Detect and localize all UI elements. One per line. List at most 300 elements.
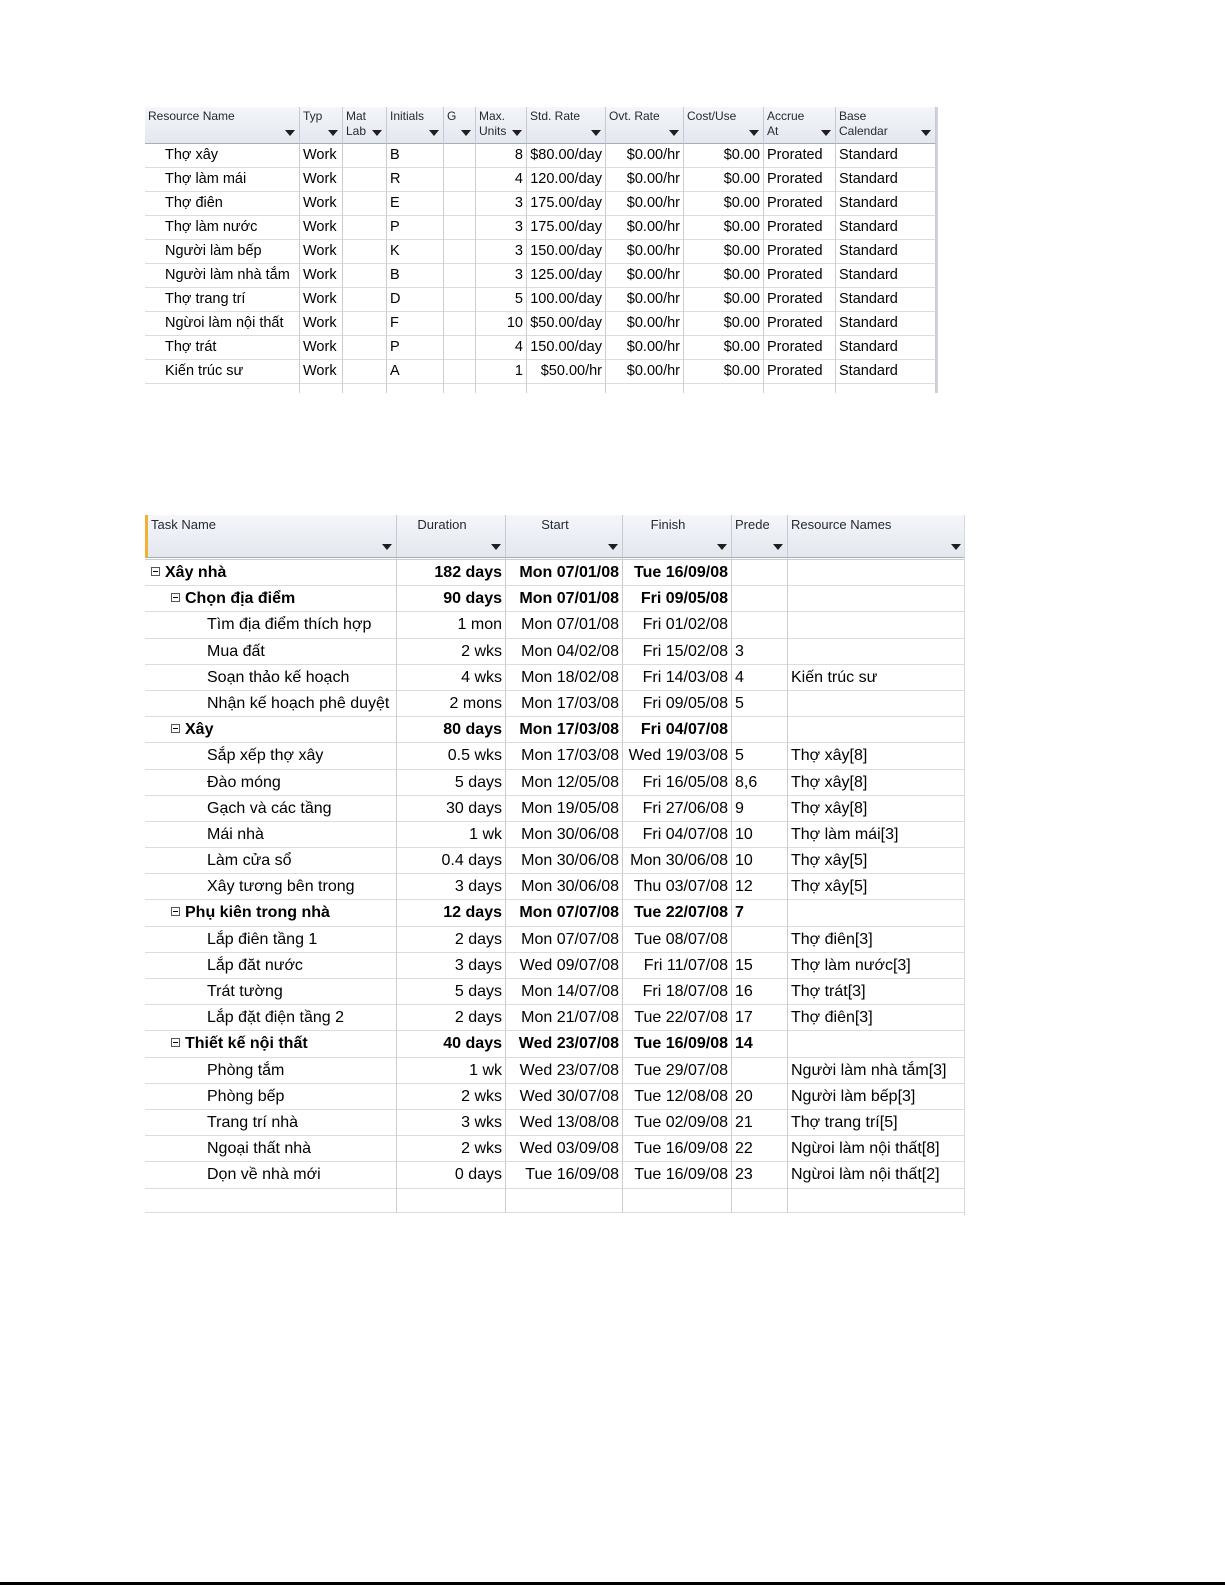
resource-cell-type[interactable]: Work <box>300 336 343 360</box>
collapse-toggle-icon[interactable] <box>171 593 180 602</box>
task-cell-predecessors[interactable]: 8,6 <box>732 770 788 796</box>
task-cell-start[interactable]: Mon 17/03/08 <box>506 691 623 717</box>
task-cell-finish[interactable]: Tue 22/07/08 <box>623 900 732 926</box>
resource-cell-material-label[interactable] <box>343 336 387 360</box>
task-cell-predecessors[interactable]: 22 <box>732 1136 788 1162</box>
task-cell-finish[interactable]: Fri 01/02/08 <box>623 612 732 638</box>
resource-cell-initials[interactable]: P <box>387 216 444 240</box>
task-cell-resource-names[interactable]: Người làm nhà tắm[3] <box>788 1058 966 1084</box>
task-cell-finish[interactable]: Fri 15/02/08 <box>623 639 732 665</box>
task-cell-predecessors[interactable] <box>732 717 788 743</box>
resource-cell-group[interactable] <box>444 216 476 240</box>
task-cell-resource-names[interactable]: Thợ trang trí[5] <box>788 1110 966 1136</box>
resource-empty-cell[interactable] <box>764 384 836 393</box>
summary-task-row-name[interactable] <box>145 900 397 926</box>
column-header-start[interactable] <box>506 515 623 558</box>
task-empty-cell[interactable] <box>506 1189 623 1213</box>
task-cell-resource-names[interactable]: Ngừoi làm nội thất[2] <box>788 1162 966 1188</box>
filter-dropdown-icon[interactable] <box>491 544 501 550</box>
resource-cell-std-rate[interactable]: 150.00/day <box>527 336 606 360</box>
task-cell-resource-names[interactable]: Ngừoi làm nội thất[8] <box>788 1136 966 1162</box>
task-cell-predecessors[interactable] <box>732 586 788 612</box>
task-cell-predecessors[interactable]: 7 <box>732 900 788 926</box>
resource-cell-type[interactable]: Work <box>300 240 343 264</box>
task-row-name[interactable] <box>145 979 397 1005</box>
task-cell-duration[interactable]: 3 days <box>397 953 506 979</box>
task-cell-duration[interactable]: 2 mons <box>397 691 506 717</box>
task-cell-resource-names[interactable]: Thợ xây[8] <box>788 743 966 769</box>
resource-cell-material-label[interactable] <box>343 240 387 264</box>
task-row-name[interactable] <box>145 691 397 717</box>
task-cell-finish[interactable]: Tue 12/08/08 <box>623 1084 732 1110</box>
resource-cell-material-label[interactable] <box>343 192 387 216</box>
task-row-name[interactable] <box>145 639 397 665</box>
task-cell-resource-names[interactable] <box>788 639 966 665</box>
resource-cell-accrue-at[interactable]: Prorated <box>764 336 836 360</box>
resource-cell-cost-use[interactable]: $0.00 <box>684 192 764 216</box>
task-cell-finish[interactable]: Fri 14/03/08 <box>623 665 732 691</box>
task-cell-finish[interactable]: Tue 08/07/08 <box>623 927 732 953</box>
task-cell-resource-names[interactable] <box>788 586 966 612</box>
task-cell-finish[interactable]: Tue 16/09/08 <box>623 1162 732 1188</box>
column-header-ovt-rate[interactable] <box>606 107 684 144</box>
task-cell-start[interactable]: Mon 07/01/08 <box>506 560 623 586</box>
resource-cell-ovt-rate[interactable]: $0.00/hr <box>606 168 684 192</box>
task-cell-finish[interactable]: Fri 09/05/08 <box>623 586 732 612</box>
resource-cell-material-label[interactable] <box>343 360 387 384</box>
task-cell-start[interactable]: Mon 18/02/08 <box>506 665 623 691</box>
task-empty-cell[interactable] <box>623 1189 732 1213</box>
resource-cell-base-calendar[interactable]: Standard <box>836 168 936 192</box>
task-cell-duration[interactable]: 2 wks <box>397 639 506 665</box>
task-cell-duration[interactable]: 90 days <box>397 586 506 612</box>
resource-cell-std-rate[interactable]: $80.00/day <box>527 144 606 168</box>
column-header-std-rate[interactable] <box>527 107 606 144</box>
task-cell-start[interactable]: Mon 07/01/08 <box>506 612 623 638</box>
resource-cell-ovt-rate[interactable]: $0.00/hr <box>606 360 684 384</box>
task-row-name[interactable] <box>145 874 397 900</box>
task-cell-start[interactable]: Mon 17/03/08 <box>506 717 623 743</box>
resource-cell-ovt-rate[interactable]: $0.00/hr <box>606 264 684 288</box>
column-header-group[interactable] <box>444 107 476 144</box>
task-row-name[interactable] <box>145 1162 397 1188</box>
resource-cell-base-calendar[interactable]: Standard <box>836 240 936 264</box>
resource-cell-initials[interactable]: E <box>387 192 444 216</box>
resource-cell-max-units[interactable]: 3 <box>476 240 527 264</box>
column-header-finish[interactable] <box>623 515 732 558</box>
task-cell-duration[interactable]: 12 days <box>397 900 506 926</box>
task-cell-finish[interactable]: Tue 02/09/08 <box>623 1110 732 1136</box>
resource-cell-base-calendar[interactable]: Standard <box>836 144 936 168</box>
resource-cell-ovt-rate[interactable]: $0.00/hr <box>606 336 684 360</box>
summary-task-row-name[interactable] <box>145 560 397 586</box>
resource-cell-max-units[interactable]: 3 <box>476 264 527 288</box>
column-header-predecessors[interactable] <box>732 515 788 558</box>
task-cell-start[interactable]: Mon 14/07/08 <box>506 979 623 1005</box>
task-row-name[interactable] <box>145 927 397 953</box>
resource-cell-cost-use[interactable]: $0.00 <box>684 288 764 312</box>
task-row-name[interactable] <box>145 1084 397 1110</box>
task-cell-duration[interactable]: 80 days <box>397 717 506 743</box>
task-cell-resource-names[interactable]: Người làm bếp[3] <box>788 1084 966 1110</box>
resource-cell-material-label[interactable] <box>343 216 387 240</box>
resource-cell-group[interactable] <box>444 240 476 264</box>
filter-dropdown-icon[interactable] <box>669 130 679 136</box>
task-empty-cell[interactable] <box>788 1189 966 1213</box>
resource-cell-accrue-at[interactable]: Prorated <box>764 240 836 264</box>
task-row-name[interactable] <box>145 848 397 874</box>
resource-cell-base-calendar[interactable]: Standard <box>836 288 936 312</box>
task-cell-start[interactable]: Mon 12/05/08 <box>506 770 623 796</box>
task-cell-predecessors[interactable]: 12 <box>732 874 788 900</box>
filter-dropdown-icon[interactable] <box>372 130 382 136</box>
task-cell-finish[interactable]: Fri 18/07/08 <box>623 979 732 1005</box>
task-cell-predecessors[interactable] <box>732 612 788 638</box>
task-cell-duration[interactable]: 2 days <box>397 927 506 953</box>
resource-cell-resource-name[interactable]: Ngừoi làm nội thất <box>145 312 300 336</box>
filter-dropdown-icon[interactable] <box>328 130 338 136</box>
resource-empty-cell[interactable] <box>476 384 527 393</box>
task-cell-duration[interactable]: 182 days <box>397 560 506 586</box>
task-cell-predecessors[interactable]: 21 <box>732 1110 788 1136</box>
resource-cell-cost-use[interactable]: $0.00 <box>684 360 764 384</box>
resource-cell-max-units[interactable]: 3 <box>476 192 527 216</box>
resource-cell-accrue-at[interactable]: Prorated <box>764 192 836 216</box>
resource-cell-max-units[interactable]: 8 <box>476 144 527 168</box>
resource-cell-ovt-rate[interactable]: $0.00/hr <box>606 144 684 168</box>
task-cell-predecessors[interactable]: 5 <box>732 691 788 717</box>
resource-cell-initials[interactable]: P <box>387 336 444 360</box>
task-cell-resource-names[interactable]: Thợ làm mái[3] <box>788 822 966 848</box>
task-cell-duration[interactable]: 0 days <box>397 1162 506 1188</box>
resource-cell-material-label[interactable] <box>343 168 387 192</box>
resource-cell-initials[interactable]: A <box>387 360 444 384</box>
task-cell-finish[interactable]: Fri 04/07/08 <box>623 822 732 848</box>
collapse-toggle-icon[interactable] <box>151 567 160 576</box>
task-cell-duration[interactable]: 1 wk <box>397 1058 506 1084</box>
resource-cell-accrue-at[interactable]: Prorated <box>764 216 836 240</box>
resource-cell-ovt-rate[interactable]: $0.00/hr <box>606 312 684 336</box>
filter-dropdown-icon[interactable] <box>821 130 831 136</box>
filter-dropdown-icon[interactable] <box>921 130 931 136</box>
column-header-type[interactable] <box>300 107 343 144</box>
resource-cell-type[interactable]: Work <box>300 264 343 288</box>
resource-cell-resource-name[interactable]: Người làm nhà tắm <box>145 264 300 288</box>
task-cell-finish[interactable]: Tue 29/07/08 <box>623 1058 732 1084</box>
resource-cell-max-units[interactable]: 4 <box>476 336 527 360</box>
resource-cell-material-label[interactable] <box>343 264 387 288</box>
collapse-toggle-icon[interactable] <box>171 724 180 733</box>
task-cell-duration[interactable]: 1 mon <box>397 612 506 638</box>
task-row-name[interactable] <box>145 822 397 848</box>
resource-empty-cell[interactable] <box>527 384 606 393</box>
task-row-name[interactable] <box>145 1136 397 1162</box>
resource-cell-group[interactable] <box>444 264 476 288</box>
filter-dropdown-icon[interactable] <box>429 130 439 136</box>
resource-empty-cell[interactable] <box>836 384 936 393</box>
summary-task-row-name[interactable] <box>145 1031 397 1057</box>
task-cell-duration[interactable]: 3 wks <box>397 1110 506 1136</box>
resource-empty-cell[interactable] <box>606 384 684 393</box>
resource-cell-group[interactable] <box>444 144 476 168</box>
filter-dropdown-icon[interactable] <box>285 130 295 136</box>
task-cell-start[interactable]: Mon 07/07/08 <box>506 927 623 953</box>
task-cell-resource-names[interactable]: Thợ xây[8] <box>788 796 966 822</box>
summary-task-row-name[interactable] <box>145 586 397 612</box>
task-cell-predecessors[interactable] <box>732 1058 788 1084</box>
task-cell-duration[interactable]: 2 wks <box>397 1136 506 1162</box>
filter-dropdown-icon[interactable] <box>591 130 601 136</box>
resource-cell-resource-name[interactable]: Kiến trúc sư <box>145 360 300 384</box>
task-cell-predecessors[interactable] <box>732 927 788 953</box>
resource-cell-initials[interactable]: B <box>387 144 444 168</box>
task-empty-cell[interactable] <box>397 1189 506 1213</box>
resource-cell-cost-use[interactable]: $0.00 <box>684 240 764 264</box>
column-header-material-label[interactable] <box>343 107 387 144</box>
task-cell-predecessors[interactable]: 4 <box>732 665 788 691</box>
column-header-accrue-at[interactable] <box>764 107 836 144</box>
task-cell-finish[interactable]: Tue 16/09/08 <box>623 560 732 586</box>
task-cell-resource-names[interactable] <box>788 900 966 926</box>
resource-cell-resource-name[interactable]: Thợ trát <box>145 336 300 360</box>
task-cell-finish[interactable]: Wed 19/03/08 <box>623 743 732 769</box>
task-cell-predecessors[interactable]: 17 <box>732 1005 788 1031</box>
resource-cell-initials[interactable]: F <box>387 312 444 336</box>
resource-cell-std-rate[interactable]: 150.00/day <box>527 240 606 264</box>
task-cell-start[interactable]: Mon 30/06/08 <box>506 874 623 900</box>
task-cell-duration[interactable]: 5 days <box>397 979 506 1005</box>
task-cell-finish[interactable]: Mon 30/06/08 <box>623 848 732 874</box>
task-cell-duration[interactable]: 2 wks <box>397 1084 506 1110</box>
resource-empty-cell[interactable] <box>145 384 300 393</box>
resource-cell-resource-name[interactable]: Thợ làm mái <box>145 168 300 192</box>
resource-cell-type[interactable]: Work <box>300 192 343 216</box>
task-empty-cell[interactable] <box>145 1189 397 1213</box>
task-cell-duration[interactable]: 0.5 wks <box>397 743 506 769</box>
resource-cell-cost-use[interactable]: $0.00 <box>684 144 764 168</box>
task-cell-predecessors[interactable]: 20 <box>732 1084 788 1110</box>
filter-dropdown-icon[interactable] <box>382 544 392 550</box>
resource-cell-base-calendar[interactable]: Standard <box>836 312 936 336</box>
filter-dropdown-icon[interactable] <box>512 130 522 136</box>
task-row-name[interactable] <box>145 953 397 979</box>
resource-cell-resource-name[interactable]: Thợ trang trí <box>145 288 300 312</box>
task-cell-start[interactable]: Mon 17/03/08 <box>506 743 623 769</box>
task-cell-predecessors[interactable]: 16 <box>732 979 788 1005</box>
task-cell-resource-names[interactable] <box>788 560 966 586</box>
task-row-name[interactable] <box>145 770 397 796</box>
resource-cell-initials[interactable]: K <box>387 240 444 264</box>
column-header-initials[interactable] <box>387 107 444 144</box>
resource-cell-group[interactable] <box>444 288 476 312</box>
resource-cell-type[interactable]: Work <box>300 144 343 168</box>
resource-cell-std-rate[interactable]: 175.00/day <box>527 216 606 240</box>
task-cell-start[interactable]: Mon 30/06/08 <box>506 822 623 848</box>
column-header-task-name[interactable] <box>145 515 397 558</box>
task-row-name[interactable] <box>145 743 397 769</box>
filter-dropdown-icon[interactable] <box>461 130 471 136</box>
resource-cell-max-units[interactable]: 1 <box>476 360 527 384</box>
task-cell-start[interactable]: Mon 07/01/08 <box>506 586 623 612</box>
resource-empty-cell[interactable] <box>300 384 343 393</box>
task-row-name[interactable] <box>145 1110 397 1136</box>
resource-cell-std-rate[interactable]: 120.00/day <box>527 168 606 192</box>
resource-cell-group[interactable] <box>444 336 476 360</box>
resource-cell-base-calendar[interactable]: Standard <box>836 216 936 240</box>
task-cell-predecessors[interactable]: 10 <box>732 848 788 874</box>
resource-cell-accrue-at[interactable]: Prorated <box>764 264 836 288</box>
task-cell-resource-names[interactable]: Kiến trúc sư <box>788 665 966 691</box>
task-cell-start[interactable]: Mon 04/02/08 <box>506 639 623 665</box>
resource-cell-cost-use[interactable]: $0.00 <box>684 264 764 288</box>
task-cell-resource-names[interactable] <box>788 1031 966 1057</box>
resource-cell-cost-use[interactable]: $0.00 <box>684 216 764 240</box>
filter-dropdown-icon[interactable] <box>749 130 759 136</box>
resource-cell-type[interactable]: Work <box>300 360 343 384</box>
task-row-name[interactable] <box>145 796 397 822</box>
resource-cell-base-calendar[interactable]: Standard <box>836 192 936 216</box>
column-header-resource-name[interactable] <box>145 107 300 144</box>
resource-cell-std-rate[interactable]: 100.00/day <box>527 288 606 312</box>
resource-cell-ovt-rate[interactable]: $0.00/hr <box>606 216 684 240</box>
task-cell-duration[interactable]: 30 days <box>397 796 506 822</box>
resource-cell-material-label[interactable] <box>343 144 387 168</box>
resource-cell-ovt-rate[interactable]: $0.00/hr <box>606 192 684 216</box>
resource-cell-initials[interactable]: R <box>387 168 444 192</box>
task-row-name[interactable] <box>145 665 397 691</box>
task-cell-predecessors[interactable] <box>732 560 788 586</box>
task-row-name[interactable] <box>145 1058 397 1084</box>
task-cell-start[interactable]: Wed 23/07/08 <box>506 1058 623 1084</box>
resource-cell-material-label[interactable] <box>343 288 387 312</box>
resource-cell-resource-name[interactable]: Thợ làm nước <box>145 216 300 240</box>
resource-cell-ovt-rate[interactable]: $0.00/hr <box>606 240 684 264</box>
task-cell-predecessors[interactable]: 3 <box>732 639 788 665</box>
task-cell-start[interactable]: Mon 07/07/08 <box>506 900 623 926</box>
task-cell-duration[interactable]: 0.4 days <box>397 848 506 874</box>
task-cell-duration[interactable]: 2 days <box>397 1005 506 1031</box>
task-cell-resource-names[interactable]: Thợ xây[8] <box>788 770 966 796</box>
task-cell-resource-names[interactable]: Thợ xây[5] <box>788 874 966 900</box>
resource-cell-accrue-at[interactable]: Prorated <box>764 288 836 312</box>
resource-cell-type[interactable]: Work <box>300 168 343 192</box>
resource-cell-type[interactable]: Work <box>300 288 343 312</box>
filter-dropdown-icon[interactable] <box>773 544 783 550</box>
resource-cell-max-units[interactable]: 5 <box>476 288 527 312</box>
resource-cell-resource-name[interactable]: Thợ xây <box>145 144 300 168</box>
resource-cell-type[interactable]: Work <box>300 312 343 336</box>
task-cell-finish[interactable]: Tue 16/09/08 <box>623 1031 732 1057</box>
task-cell-resource-names[interactable] <box>788 691 966 717</box>
task-row-name[interactable] <box>145 1005 397 1031</box>
task-cell-resource-names[interactable]: Thợ điên[3] <box>788 927 966 953</box>
collapse-toggle-icon[interactable] <box>171 1038 180 1047</box>
resource-cell-std-rate[interactable]: $50.00/day <box>527 312 606 336</box>
task-cell-resource-names[interactable]: Thợ xây[5] <box>788 848 966 874</box>
task-cell-finish[interactable]: Tue 16/09/08 <box>623 1136 732 1162</box>
resource-cell-initials[interactable]: D <box>387 288 444 312</box>
task-cell-start[interactable]: Wed 13/08/08 <box>506 1110 623 1136</box>
task-cell-resource-names[interactable] <box>788 612 966 638</box>
filter-dropdown-icon[interactable] <box>951 544 961 550</box>
resource-cell-material-label[interactable] <box>343 312 387 336</box>
task-cell-start[interactable]: Mon 30/06/08 <box>506 848 623 874</box>
resource-cell-max-units[interactable]: 4 <box>476 168 527 192</box>
resource-cell-max-units[interactable]: 10 <box>476 312 527 336</box>
resource-cell-ovt-rate[interactable]: $0.00/hr <box>606 288 684 312</box>
task-cell-resource-names[interactable]: Thợ trát[3] <box>788 979 966 1005</box>
task-cell-duration[interactable]: 40 days <box>397 1031 506 1057</box>
resource-cell-std-rate[interactable]: 125.00/day <box>527 264 606 288</box>
resource-empty-cell[interactable] <box>387 384 444 393</box>
task-row-name[interactable] <box>145 612 397 638</box>
task-cell-predecessors[interactable]: 10 <box>732 822 788 848</box>
task-cell-duration[interactable]: 5 days <box>397 770 506 796</box>
resource-empty-cell[interactable] <box>343 384 387 393</box>
resource-cell-group[interactable] <box>444 360 476 384</box>
task-cell-finish[interactable]: Fri 09/05/08 <box>623 691 732 717</box>
task-cell-duration[interactable]: 3 days <box>397 874 506 900</box>
task-cell-start[interactable]: Wed 03/09/08 <box>506 1136 623 1162</box>
resource-cell-resource-name[interactable]: Thợ điên <box>145 192 300 216</box>
resource-cell-type[interactable]: Work <box>300 216 343 240</box>
task-cell-resource-names[interactable] <box>788 717 966 743</box>
task-cell-predecessors[interactable]: 14 <box>732 1031 788 1057</box>
task-cell-resource-names[interactable]: Thợ điên[3] <box>788 1005 966 1031</box>
resource-cell-accrue-at[interactable]: Prorated <box>764 168 836 192</box>
task-cell-duration[interactable]: 1 wk <box>397 822 506 848</box>
task-cell-predecessors[interactable]: 15 <box>732 953 788 979</box>
filter-dropdown-icon[interactable] <box>717 544 727 550</box>
task-cell-duration[interactable]: 4 wks <box>397 665 506 691</box>
column-header-base-calendar[interactable] <box>836 107 936 144</box>
column-header-duration[interactable] <box>397 515 506 558</box>
column-header-max-units[interactable] <box>476 107 527 144</box>
resource-cell-group[interactable] <box>444 312 476 336</box>
task-cell-finish[interactable]: Thu 03/07/08 <box>623 874 732 900</box>
resource-cell-accrue-at[interactable]: Prorated <box>764 312 836 336</box>
filter-dropdown-icon[interactable] <box>608 544 618 550</box>
resource-cell-cost-use[interactable]: $0.00 <box>684 336 764 360</box>
resource-cell-initials[interactable]: B <box>387 264 444 288</box>
task-cell-start[interactable]: Wed 23/07/08 <box>506 1031 623 1057</box>
task-empty-cell[interactable] <box>732 1189 788 1213</box>
resource-cell-resource-name[interactable]: Người làm bếp <box>145 240 300 264</box>
task-cell-predecessors[interactable]: 23 <box>732 1162 788 1188</box>
task-cell-finish[interactable]: Fri 04/07/08 <box>623 717 732 743</box>
resource-cell-base-calendar[interactable]: Standard <box>836 336 936 360</box>
task-cell-start[interactable]: Mon 21/07/08 <box>506 1005 623 1031</box>
resource-cell-base-calendar[interactable]: Standard <box>836 264 936 288</box>
task-cell-start[interactable]: Wed 09/07/08 <box>506 953 623 979</box>
resource-cell-std-rate[interactable]: $50.00/hr <box>527 360 606 384</box>
resource-cell-accrue-at[interactable]: Prorated <box>764 360 836 384</box>
task-cell-finish[interactable]: Fri 16/05/08 <box>623 770 732 796</box>
resource-empty-cell[interactable] <box>684 384 764 393</box>
task-cell-start[interactable]: Wed 30/07/08 <box>506 1084 623 1110</box>
task-cell-resource-names[interactable]: Thợ làm nước[3] <box>788 953 966 979</box>
column-header-cost-use[interactable] <box>684 107 764 144</box>
resource-empty-cell[interactable] <box>444 384 476 393</box>
task-cell-finish[interactable]: Fri 11/07/08 <box>623 953 732 979</box>
resource-cell-base-calendar[interactable]: Standard <box>836 360 936 384</box>
resource-cell-cost-use[interactable]: $0.00 <box>684 312 764 336</box>
resource-cell-group[interactable] <box>444 168 476 192</box>
task-cell-predecessors[interactable]: 5 <box>732 743 788 769</box>
task-cell-finish[interactable]: Fri 27/06/08 <box>623 796 732 822</box>
resource-cell-max-units[interactable]: 3 <box>476 216 527 240</box>
column-header-resource-names[interactable] <box>788 515 966 558</box>
